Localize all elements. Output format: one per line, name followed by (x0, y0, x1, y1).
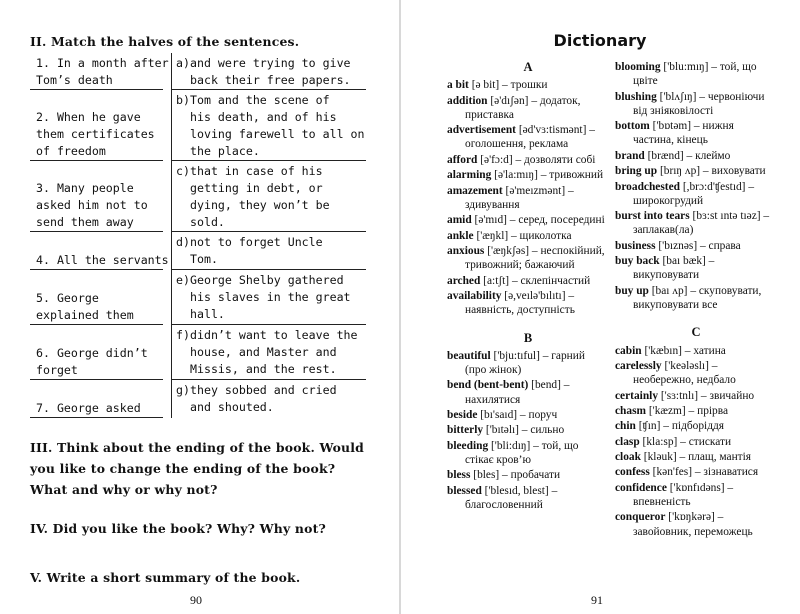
entries-a (447, 78, 609, 317)
headword: buy back (615, 255, 660, 268)
dictionary-entry (615, 90, 777, 118)
headword: addition (447, 94, 488, 107)
dictionary-entry (615, 180, 777, 208)
definition: ['keələslı] – необережно, недбало (633, 359, 736, 387)
definition: [bɜ:st ıntə tıəz] – заплакав(ла) (633, 210, 770, 237)
dictionary-entry (615, 254, 777, 282)
headword: cloak (615, 451, 641, 464)
sentence-start: 6. George didn’t forget (36, 346, 148, 377)
headword: brand (615, 149, 645, 162)
dictionary-entry (615, 344, 777, 358)
dictionary-column-2 (615, 60, 777, 540)
headword: carelessly (615, 359, 662, 372)
definition: [ə'la:mıŋ] – тривожний (491, 169, 604, 182)
definition: [əd'vɜ:tismənt] – оголошення, реклама (465, 124, 595, 151)
sentence-end: George Shelby gathered his slaves in the great hall. (190, 273, 351, 321)
definition: ['blu:mıŋ] – той, що цвіте (633, 61, 757, 88)
dictionary-entry (615, 60, 777, 88)
option-letter: f) (176, 328, 190, 342)
definition: [baı ʌp] – скуповувати, викуповувати все (633, 284, 762, 311)
heading-like-book: IV. Did you like the book? Why? Why not? (30, 521, 326, 536)
option-letter: g) (176, 383, 190, 397)
sentence-end: didn’t want to leave the house, and Master and Missis, and the rest. (190, 328, 358, 376)
dictionary-entry (615, 419, 777, 433)
headword: amazement (447, 184, 503, 197)
option-letter: c) (176, 164, 190, 178)
sentence-start: 4. All the servants (36, 253, 169, 267)
dictionary-entry (447, 244, 609, 272)
headword: bleeding (447, 439, 489, 452)
definition: [bles] – пробачати (470, 469, 561, 482)
definition: [bend] – нахилятися (465, 379, 570, 406)
dictionary-entry (447, 94, 609, 122)
dictionary-entry (447, 213, 609, 227)
headword: conqueror (615, 511, 666, 524)
definition: ['kɒnfıdəns] – впевненість (633, 481, 734, 509)
definition: ['kæzm] – прірва (646, 404, 729, 417)
dictionary-entry (615, 149, 777, 163)
headword: certainly (615, 389, 659, 402)
dictionary-entry (615, 284, 777, 312)
headword: blooming (615, 61, 661, 73)
headword: business (615, 239, 656, 252)
definition: [ə'fɔ:d] – дозволяти собі (477, 153, 596, 166)
headword: amid (447, 214, 472, 227)
dictionary-entry (615, 435, 777, 449)
headword: a bit (447, 79, 469, 92)
sentence-start: 3. Many people asked him not to send them away (36, 181, 148, 229)
definition: ['æŋkʃəs] – неспокійний, тривожний; бажаючий (465, 244, 605, 272)
dictionary-entry (447, 184, 609, 212)
sentence-end: they sobbed and cried and shouted. (190, 383, 337, 414)
dictionary-entry (615, 510, 777, 538)
headword: anxious (447, 244, 485, 257)
definition: [baı bæk] – викуповувати (633, 255, 715, 282)
headword: chasm (615, 404, 647, 417)
sentence-end: Tom and the scene of his death, and of his loving farewell to all on the place. (190, 93, 365, 158)
letter-heading: C (691, 325, 701, 340)
definition: [brænd] – клеймо (644, 149, 731, 162)
dictionary-entry (615, 450, 777, 464)
headword: broadchested (615, 180, 680, 193)
headword: clasp (615, 435, 640, 448)
dictionary-entry (615, 389, 777, 403)
dictionary-entry (615, 359, 777, 387)
option-letter: a) (176, 56, 190, 70)
dictionary-entry (447, 484, 609, 512)
right-page (400, 0, 800, 614)
dictionary-entry (447, 378, 609, 406)
definition: [ə,veılə'bılıtı] – наявність, доступність (465, 289, 575, 317)
dictionary-entry (615, 119, 777, 147)
definition: ['bli:dıŋ] – той, що стікає кров’ю (465, 439, 579, 466)
option-letter: d) (176, 235, 190, 249)
definition: ['bju:tıful] – гарний (про жінок) (465, 349, 585, 376)
headword: buy up (615, 284, 649, 297)
definition: [bı'saıd] – поруч (477, 408, 558, 421)
definition: [ə'mıd] – серед, посередині (471, 214, 605, 227)
table-row (30, 232, 366, 270)
dictionary-entry (615, 209, 777, 237)
headword: burst into tears (615, 210, 690, 223)
definition: [ə bit] – трошки (468, 79, 548, 92)
sentence-start: 7. George asked (36, 401, 141, 415)
definition: [brıŋ ʌp] – виховувати (657, 165, 766, 178)
heading-summary: V. Write a short summary of the book. (30, 570, 301, 585)
dictionary-title: Dictionary (553, 31, 647, 50)
definition: ['kæbın] – хатина (641, 344, 726, 357)
definition: [a:tʃt] – склепінчастий (480, 274, 591, 287)
headword: bend (bent-bent) (447, 379, 529, 392)
headword: blushing (615, 90, 657, 103)
headword: bitterly (447, 424, 484, 437)
headword: blessed (447, 484, 482, 497)
dictionary-entry (447, 123, 609, 151)
table-row (30, 90, 366, 161)
dictionary-entry (447, 78, 609, 92)
headword: confess (615, 466, 650, 479)
heading-match-halves: II. Match the halves of the sentences. (30, 34, 300, 49)
dictionary-entry (447, 229, 609, 243)
entries-c (615, 344, 777, 539)
dictionary-entry (447, 423, 609, 437)
dictionary-column-1 (447, 58, 609, 513)
definition: ['æŋkl] – щиколотка (473, 229, 572, 242)
headword: afford (447, 153, 478, 166)
definition: [kla:sp] – стискати (639, 435, 732, 448)
letter-heading: A (523, 60, 533, 74)
definition: ['kɒŋkərə] – завойовник, переможець (633, 511, 753, 538)
headword: alarming (447, 169, 492, 182)
dictionary-entry (447, 168, 609, 182)
dictionary-entry (447, 153, 609, 167)
dictionary-entry (447, 408, 609, 422)
table-row (30, 270, 366, 325)
headword: confidence (615, 481, 667, 494)
dictionary-entry (615, 465, 777, 479)
page-number: 90 (190, 593, 202, 607)
entries-b-continued (615, 60, 777, 312)
definition: ['bıznəs] – справа (655, 239, 741, 252)
headword: chin (615, 420, 636, 433)
definition: [,brɔ:d'ʧestıd] – широкогрудий (633, 180, 755, 207)
page-number: 91 (591, 593, 603, 607)
definition: [kləuk] – плащ, мантія (640, 451, 752, 464)
headword: ankle (447, 229, 474, 242)
dictionary-entry (447, 274, 609, 288)
option-letter: b) (176, 93, 190, 107)
dictionary-entry (615, 164, 777, 178)
table-row (30, 161, 366, 232)
sentence-end: not to forget Uncle Tom. (190, 235, 323, 266)
table-row (30, 325, 366, 380)
headword: availability (447, 289, 502, 302)
headword: arched (447, 274, 481, 287)
headword: beside (447, 408, 478, 421)
definition: [kən'fes] – зізнаватися (649, 466, 759, 479)
definition: ['blʌʃıŋ] – червоніючи від зніяковілості (633, 90, 765, 117)
table-row (30, 53, 366, 90)
definition: [ʧın] – підборіддя (635, 420, 725, 433)
table-row (30, 380, 366, 418)
dictionary-entry (615, 404, 777, 418)
sentence-start: 5. George explained them (36, 291, 134, 322)
dictionary-entry (447, 468, 609, 482)
sentence-start: 1. In a month after Tom’s death (36, 56, 169, 87)
definition: ['blesıd, blest] – благословенний (465, 484, 558, 511)
dictionary-entry (447, 289, 609, 317)
letter-heading: B (523, 330, 533, 345)
sentence-end: and were trying to give back their free papers. (190, 56, 351, 87)
definition: ['bɒtəm] – нижня частина, кінець (633, 120, 734, 147)
headword: beautiful (447, 349, 491, 362)
heading-change-ending: III. Think about the ending of the book. Would you like to change the ending of the book? What and why or why not? (30, 440, 365, 497)
dictionary-entry (447, 349, 609, 377)
entries-b (447, 349, 609, 512)
headword: bless (447, 469, 471, 482)
headword: bottom (615, 120, 650, 133)
definition: [ə'dıʃən] – додаток, приставка (465, 94, 581, 121)
option-letter: e) (176, 273, 190, 287)
matching-table (30, 53, 366, 418)
dictionary-entry (615, 239, 777, 253)
definition: [ə'meızmənt] – здивування (465, 184, 574, 211)
sentence-end: that in case of his getting in debt, or dying, they won’t be sold. (190, 164, 330, 229)
definition: ['sɜ:tnlı] – звичайно (658, 389, 755, 402)
headword: advertisement (447, 124, 516, 137)
headword: bring up (615, 165, 658, 178)
sentence-start: 2. When he gave them certificates of freedom (36, 110, 155, 158)
definition: ['bıtəlı] – сильно (483, 424, 565, 437)
headword: cabin (615, 344, 642, 357)
dictionary-entry (615, 481, 777, 509)
dictionary-entry (447, 439, 609, 467)
